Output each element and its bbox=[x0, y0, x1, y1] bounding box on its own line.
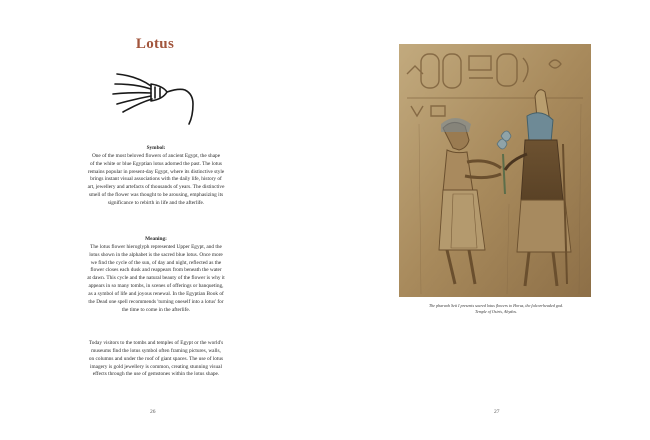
symbol-line: One of the most beloved flowers of ancient Egypt, the shape bbox=[91, 152, 221, 159]
page-number-left: 26 bbox=[150, 409, 156, 415]
lotus-hieroglyph-icon bbox=[107, 68, 203, 128]
meaning-line: appears in so many tombs, in scenes of offerings or banqueting, bbox=[88, 283, 224, 290]
today-line: museums find the lotus symbol often framing pictures, walls, bbox=[91, 347, 221, 354]
symbol-heading: Symbol: bbox=[146, 145, 166, 151]
meaning-line: the Dead one spell recommends 'turning oneself into a lotus' for bbox=[88, 298, 224, 305]
caption-line: Temple of Osiris, Abydos. bbox=[475, 309, 517, 315]
today-line: imagery is gold jewellery is common, creating stunning visual bbox=[90, 363, 222, 370]
symbol-section bbox=[70, 145, 242, 208]
meaning-line: flower closes each dusk and reappears from beneath the water bbox=[90, 267, 222, 274]
meaning-section bbox=[70, 236, 242, 314]
meaning-line: The lotus flower hieroglyph represented Upper Egypt, and the bbox=[90, 243, 222, 250]
today-line: effects through the use of gemstones within the lotus shape. bbox=[92, 371, 220, 378]
today-section bbox=[70, 340, 242, 379]
page-title: Lotus bbox=[135, 36, 175, 52]
meaning-line: lotus shown in the alphabet is the sacred blue lotus. Once more bbox=[89, 251, 223, 258]
temple-relief-photo bbox=[399, 44, 591, 297]
relief-illustration bbox=[399, 44, 591, 297]
symbol-line: brings instant visual associations with the daily life, history of bbox=[90, 176, 222, 183]
meaning-heading: Meaning: bbox=[145, 236, 167, 242]
symbol-line: of the white or blue Egyptian lotus adorned the past. The lotus bbox=[89, 160, 222, 167]
symbol-line: significance to rebirth in life and the afterlife. bbox=[107, 199, 205, 206]
page-number-right: 27 bbox=[494, 409, 500, 415]
today-line: on columns and under the roof of giant spaces. The use of lotus bbox=[88, 355, 224, 362]
caption-line: The pharaoh Seti I presents sacred lotus flowers to Horus, the falcon-headed god. bbox=[428, 303, 564, 308]
symbol-line: art, jewellery and artefacts of thousands of years. The distinctive bbox=[87, 184, 225, 191]
today-line: Today visitors to the tombs and temples of Egypt or the world's bbox=[88, 340, 224, 346]
photo-caption bbox=[396, 303, 596, 315]
meaning-line: as a symbol of life and joyous renewal. In the Egyptian Book of bbox=[88, 290, 224, 297]
meaning-line: we find the cycle of the sun, of day and night, reflected as the bbox=[90, 259, 222, 266]
meaning-line: the time to come in the afterlife. bbox=[121, 306, 191, 313]
symbol-line: smell of the flower was thought to be arousing, emphasizing its bbox=[88, 192, 224, 199]
symbol-line: remains popular in present-day Egypt, where its distinctive style bbox=[87, 168, 225, 175]
meaning-line: at dawn. This cycle and the natural beauty of the flower is why it bbox=[87, 275, 225, 282]
